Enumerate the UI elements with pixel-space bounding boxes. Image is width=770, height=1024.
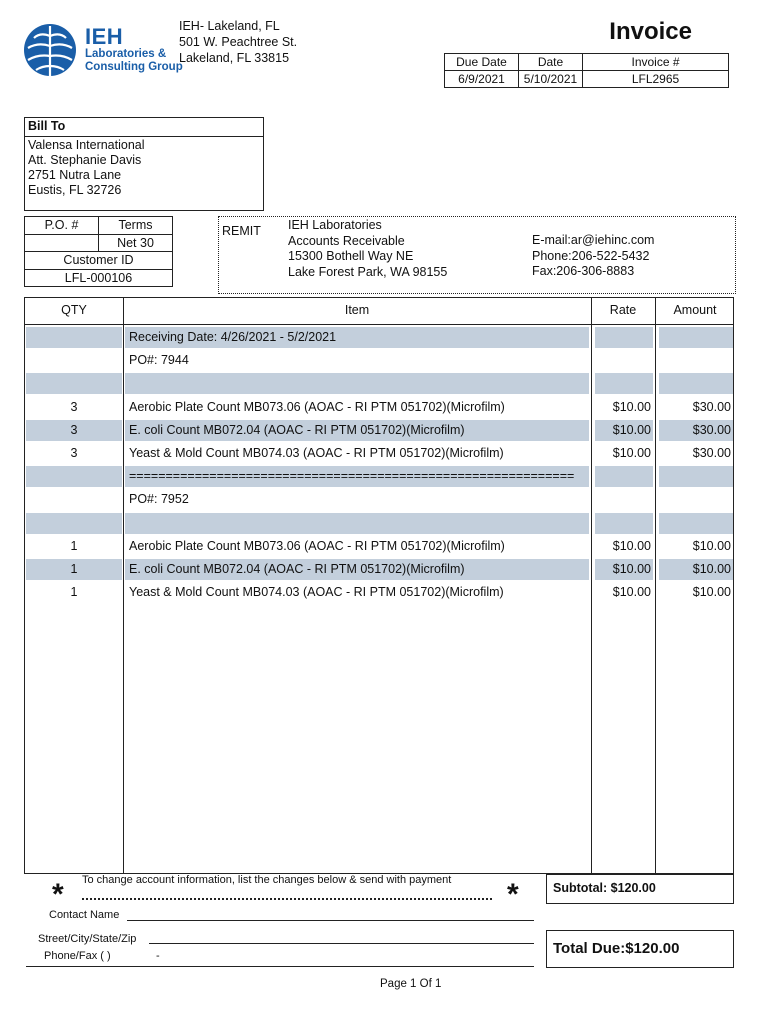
cell-item: Aerobic Plate Count MB073.06 (AOAC - RI PTM 051702)(Microfilm) bbox=[129, 399, 505, 414]
terms-value: Net 30 bbox=[99, 234, 173, 252]
subtotal-box: Subtotal: $120.00 bbox=[546, 874, 734, 904]
table-row bbox=[25, 465, 733, 488]
bill-to-address bbox=[25, 137, 263, 199]
invoice-number-value: LFL2965 bbox=[583, 71, 729, 88]
bill-to-line: Eustis, FL 32726 bbox=[28, 183, 122, 197]
remit-box bbox=[218, 216, 736, 294]
row-shade bbox=[659, 327, 733, 348]
phone-dash: - bbox=[156, 950, 160, 962]
table-row bbox=[25, 442, 733, 465]
globe-leaf-icon bbox=[22, 22, 78, 78]
row-shade bbox=[595, 513, 653, 534]
table-row bbox=[25, 419, 733, 442]
cell-rate: $10.00 bbox=[612, 538, 651, 553]
cell-item: Yeast & Mold Count MB074.03 (AOAC - RI PTM 051702)(Microfilm) bbox=[129, 585, 504, 600]
remit-line: Lake Forest Park, WA 98155 bbox=[288, 264, 448, 279]
line-items-table bbox=[24, 297, 734, 874]
cell-rate: $10.00 bbox=[612, 422, 651, 437]
row-shade bbox=[26, 466, 122, 487]
remit-label: REMIT bbox=[222, 224, 261, 238]
cell-qty: 1 bbox=[70, 562, 78, 576]
invoice-title: Invoice bbox=[609, 18, 692, 45]
cell-item: PO#: 7944 bbox=[129, 353, 189, 368]
row-shade bbox=[659, 373, 733, 394]
star-marker: * bbox=[507, 878, 519, 911]
row-shade bbox=[125, 350, 589, 371]
change-account-note: To change account information, list the changes below & send with payment bbox=[82, 874, 452, 886]
cell-amount: $30.00 bbox=[692, 446, 731, 460]
customer-id-label: Customer ID bbox=[25, 252, 173, 270]
cell-rate: $10.00 bbox=[612, 399, 651, 414]
cell-amount: $10.00 bbox=[692, 538, 731, 553]
date-value: 5/10/2021 bbox=[519, 71, 583, 88]
dotted-separator bbox=[82, 898, 492, 900]
due-date-value: 6/9/2021 bbox=[445, 71, 519, 88]
cell-amount: $30.00 bbox=[692, 399, 731, 414]
table-row bbox=[25, 512, 733, 535]
due-date-label: Due Date bbox=[445, 54, 519, 71]
column-divider bbox=[591, 298, 592, 873]
row-shade bbox=[659, 466, 733, 487]
row-shade bbox=[26, 327, 122, 348]
company-street: 501 W. Peachtree St. bbox=[179, 35, 298, 49]
qty-header: QTY bbox=[61, 303, 87, 317]
company-city: Lakeland, FL 33815 bbox=[179, 51, 290, 65]
row-shade bbox=[595, 489, 653, 510]
po-value bbox=[25, 234, 99, 252]
row-shade bbox=[659, 350, 733, 371]
item-header: Item bbox=[344, 303, 370, 317]
remit-email: E-mail:ar@iehinc.com bbox=[532, 233, 655, 247]
cell-item: Receiving Date: 4/26/2021 - 5/2/2021 bbox=[129, 330, 337, 344]
row-shade bbox=[595, 327, 653, 348]
row-shade bbox=[595, 373, 653, 394]
star-marker: * bbox=[52, 878, 64, 911]
company-logo bbox=[22, 22, 187, 78]
po-label: P.O. # bbox=[25, 217, 99, 235]
table-header bbox=[25, 298, 733, 325]
cell-item: ============================================================= bbox=[129, 469, 575, 484]
bill-to-line: Valensa International bbox=[28, 138, 145, 152]
street-field[interactable] bbox=[149, 943, 534, 944]
phone-fax-field[interactable] bbox=[26, 966, 534, 967]
row-shade bbox=[659, 489, 733, 510]
cell-rate: $10.00 bbox=[612, 446, 651, 460]
column-divider bbox=[655, 298, 656, 873]
cell-item: E. coli Count MB072.04 (AOAC - RI PTM 051702)(Microfilm) bbox=[129, 422, 465, 437]
company-name: IEH- Lakeland, FL bbox=[179, 19, 280, 33]
table-row bbox=[25, 488, 733, 511]
cell-qty: 3 bbox=[70, 446, 78, 460]
logo-text: IEH bbox=[85, 24, 124, 49]
cell-rate: $10.00 bbox=[612, 585, 651, 600]
cell-qty: 3 bbox=[70, 422, 78, 437]
cell-item: Aerobic Plate Count MB073.06 (AOAC - RI PTM 051702)(Microfilm) bbox=[129, 538, 505, 553]
amount-header: Amount bbox=[673, 303, 717, 317]
bill-to-line: Att. Stephanie Davis bbox=[28, 153, 142, 167]
row-shade bbox=[26, 373, 122, 394]
row-shade bbox=[26, 513, 122, 534]
cell-amount: $30.00 bbox=[692, 422, 731, 437]
contact-name-label: Contact Name bbox=[49, 909, 120, 921]
cell-qty: 1 bbox=[70, 538, 78, 553]
street-label: Street/City/State/Zip bbox=[38, 933, 137, 945]
cell-amount: $10.00 bbox=[692, 585, 731, 600]
cell-item: E. coli Count MB072.04 (AOAC - RI PTM 051702)(Microfilm) bbox=[129, 562, 465, 576]
invoice-header-table bbox=[444, 53, 729, 88]
remit-contact bbox=[532, 233, 654, 280]
bill-to-label: Bill To bbox=[25, 118, 263, 137]
company-address bbox=[179, 18, 297, 66]
remit-line: IEH Laboratories bbox=[288, 218, 382, 232]
row-shade bbox=[125, 489, 589, 510]
logo-subtitle: Laboratories & Consulting Group bbox=[85, 48, 183, 73]
row-shade bbox=[659, 513, 733, 534]
page-number: Page 1 Of 1 bbox=[380, 978, 442, 990]
total-due-box: Total Due:$120.00 bbox=[546, 930, 734, 968]
cell-qty: 3 bbox=[70, 399, 78, 414]
terms-label: Terms bbox=[99, 217, 173, 235]
cell-amount: $10.00 bbox=[692, 562, 731, 576]
table-row bbox=[25, 535, 733, 558]
po-terms-table bbox=[24, 216, 173, 287]
bill-to-line: 2751 Nutra Lane bbox=[28, 168, 122, 182]
row-shade bbox=[595, 350, 653, 371]
table-row bbox=[25, 326, 733, 349]
remit-fax: Fax:206-306-8883 bbox=[532, 264, 635, 278]
remit-phone: Phone:206-522-5432 bbox=[532, 248, 650, 263]
table-row bbox=[25, 349, 733, 372]
phone-fax-label: Phone/Fax ( ) bbox=[44, 950, 111, 962]
customer-id-value: LFL-000106 bbox=[25, 269, 173, 287]
remit-line: 15300 Bothell Way NE bbox=[288, 249, 414, 263]
cell-item: PO#: 7952 bbox=[129, 492, 189, 507]
row-shade bbox=[125, 373, 589, 394]
table-row bbox=[25, 558, 733, 581]
remit-address bbox=[288, 218, 447, 280]
row-shade bbox=[26, 350, 122, 371]
cell-item: Yeast & Mold Count MB074.03 (AOAC - RI PTM 051702)(Microfilm) bbox=[129, 446, 504, 460]
row-shade bbox=[125, 513, 589, 534]
contact-name-field[interactable] bbox=[127, 920, 534, 921]
rate-header: Rate bbox=[609, 303, 637, 317]
table-row bbox=[25, 581, 733, 604]
column-divider bbox=[123, 298, 124, 873]
remit-line: Accounts Receivable bbox=[288, 233, 405, 248]
date-label: Date bbox=[519, 54, 583, 71]
row-shade bbox=[595, 466, 653, 487]
table-row bbox=[25, 396, 733, 419]
cell-qty: 1 bbox=[70, 585, 78, 600]
row-shade bbox=[26, 489, 122, 510]
bill-to-box bbox=[24, 117, 264, 211]
invoice-number-label: Invoice # bbox=[583, 54, 729, 71]
cell-rate: $10.00 bbox=[612, 562, 651, 576]
table-row bbox=[25, 372, 733, 395]
